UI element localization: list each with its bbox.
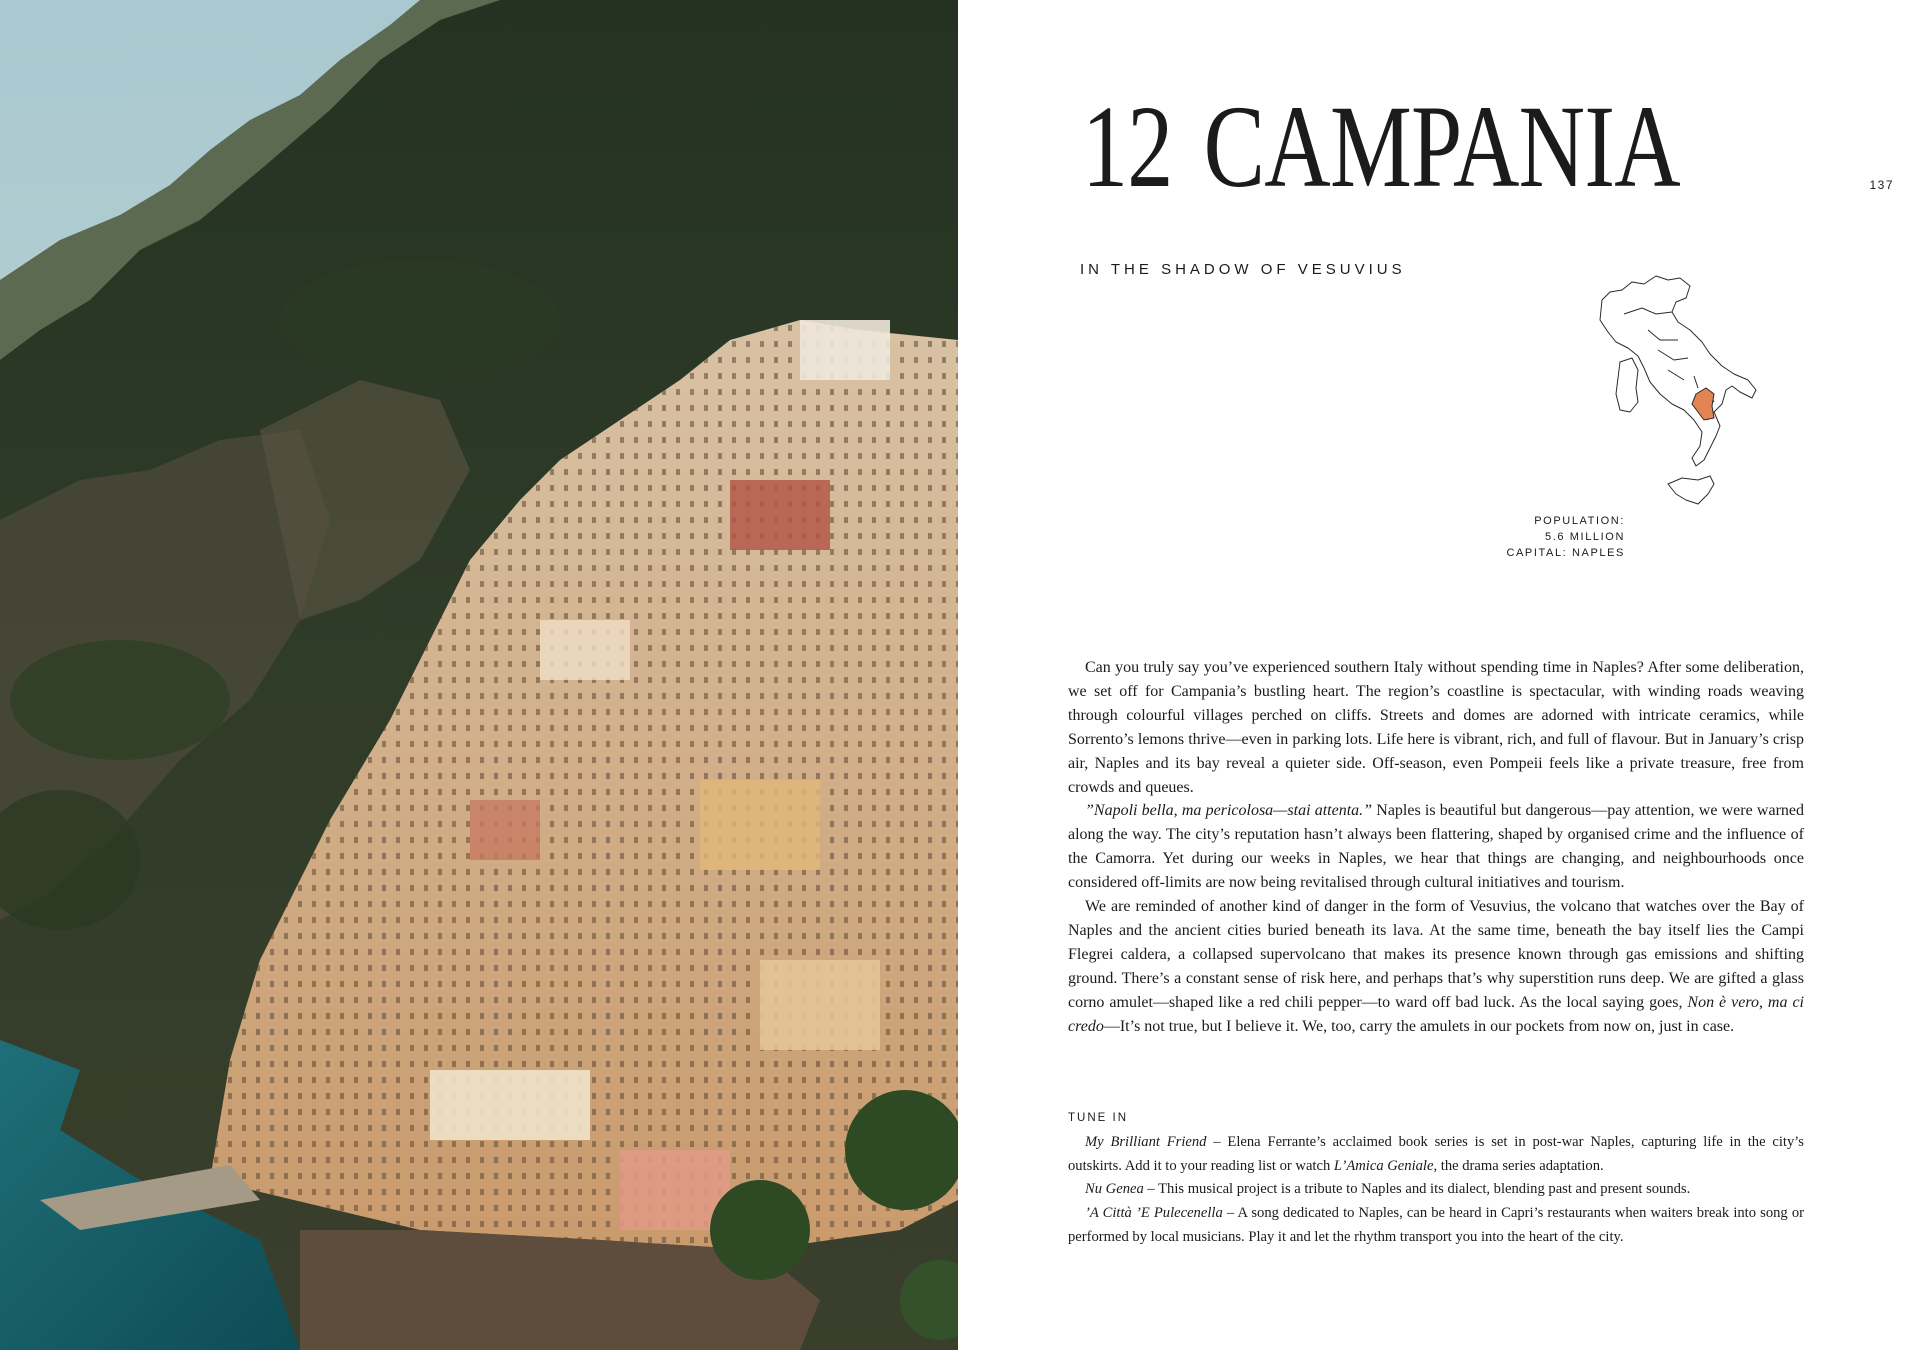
item-text: – This musical project is a tribute to Naples and its dialect, blending past and present sounds. bbox=[1143, 1181, 1691, 1198]
chapter-subtitle: IN THE SHADOW OF VESUVIUS bbox=[1080, 261, 1406, 278]
item-title: My Brilliant Friend bbox=[1085, 1134, 1207, 1150]
capital: CAPITAL: NAPLES bbox=[1506, 547, 1625, 559]
paragraph-2-text: Naples is beautiful but dangerous—pay attention, we were warned along the way. The city’s reputation hasn’t always been flattering, shaped by organised crime and the influence of the Camorra. Yet during our weeks in Naples, we hear that things are changing, and neighbourhoods once considered off-limits are now being revitalised through cultural initiatives and tourism. bbox=[1068, 802, 1804, 892]
quote: ”Napoli bella, ma pericolosa—stai attenta.” bbox=[1085, 802, 1373, 820]
item-text-2: , the drama series adaptation. bbox=[1433, 1157, 1604, 1174]
body-text bbox=[1068, 656, 1804, 1039]
paragraph-2 bbox=[1068, 799, 1804, 895]
local-saying: Non è vero, ma ci credo bbox=[1068, 993, 1804, 1035]
item-title-2: L’Amica Geniale bbox=[1333, 1157, 1434, 1174]
region-facts bbox=[1506, 513, 1625, 561]
paragraph-3-start: We are reminded of another kind of danger in the form of Vesuvius, the volcano that watches over the Bay of Naples and the ancient cities buried beneath its lava. At the same time, beneath the bay itself lies the Campi Flegrei caldera, a collapsed supervolcano that makes its presence known through gas emissions and shifting ground. There’s a constant sense of risk here, and perhaps that’s why superstition runs deep. We are gifted a glass corno amulet—shaped like a red chili pepper—to ward off bad luck. As the local saying goes, bbox=[1068, 898, 1804, 1011]
chapter-number: 12 bbox=[1082, 81, 1173, 212]
italy-outline bbox=[1600, 276, 1756, 504]
tune-in-item bbox=[1068, 1131, 1804, 1178]
paragraph-3-end: —It’s not true, but I believe it. We, too, carry the amulets in our pockets from now on, just in case. bbox=[1103, 1017, 1735, 1035]
tune-in-heading: TUNE IN bbox=[1068, 1112, 1128, 1124]
right-page bbox=[958, 0, 1912, 1350]
population-value: 5.6 MILLION bbox=[1545, 531, 1625, 543]
item-title: Nu Genea bbox=[1085, 1181, 1144, 1198]
chapter-title bbox=[1082, 81, 1680, 212]
page-number: 137 bbox=[1869, 178, 1894, 192]
paragraph-1: Can you truly say you’ve experienced southern Italy without spending time in Naples? After some deliberation, we set off for Campania’s bustling heart. The region’s coastline is spectacular, with winding roads weaving through colourful villages perched on cliffs. Streets and domes are adorned with intricate ceramics, while Sorrento’s lemons thrive—even in parking lots. Life here is vibrant, rich, and full of flavour. But in January’s crisp air, Naples and its bay reveal a quieter side. Off-season, even Pompeii feels like a private treasure, free from crowds and queues. bbox=[1068, 659, 1804, 796]
chapter-name: CAMPANIA bbox=[1203, 81, 1680, 212]
paragraph-3 bbox=[1068, 895, 1804, 1038]
italy-map bbox=[1598, 270, 1758, 520]
item-text: – Elena Ferrante’s acclaimed book series is set in post-war Naples, capturing life in the city’s outskirts. Add it to your reading list or watch bbox=[1068, 1134, 1804, 1174]
item-title: ’A Città ’E Pulecenella bbox=[1085, 1205, 1223, 1222]
population-label: POPULATION: bbox=[1534, 515, 1625, 527]
tune-in-section bbox=[1068, 1108, 1804, 1250]
item-text: – A song dedicated to Naples, can be heard in Capri’s restaurants when waiters break into song or performed by local musicians. Play it and let the rhythm transport you into the heart of the city. bbox=[1068, 1205, 1804, 1245]
tune-in-item bbox=[1068, 1202, 1804, 1249]
tune-in-item bbox=[1068, 1178, 1804, 1202]
